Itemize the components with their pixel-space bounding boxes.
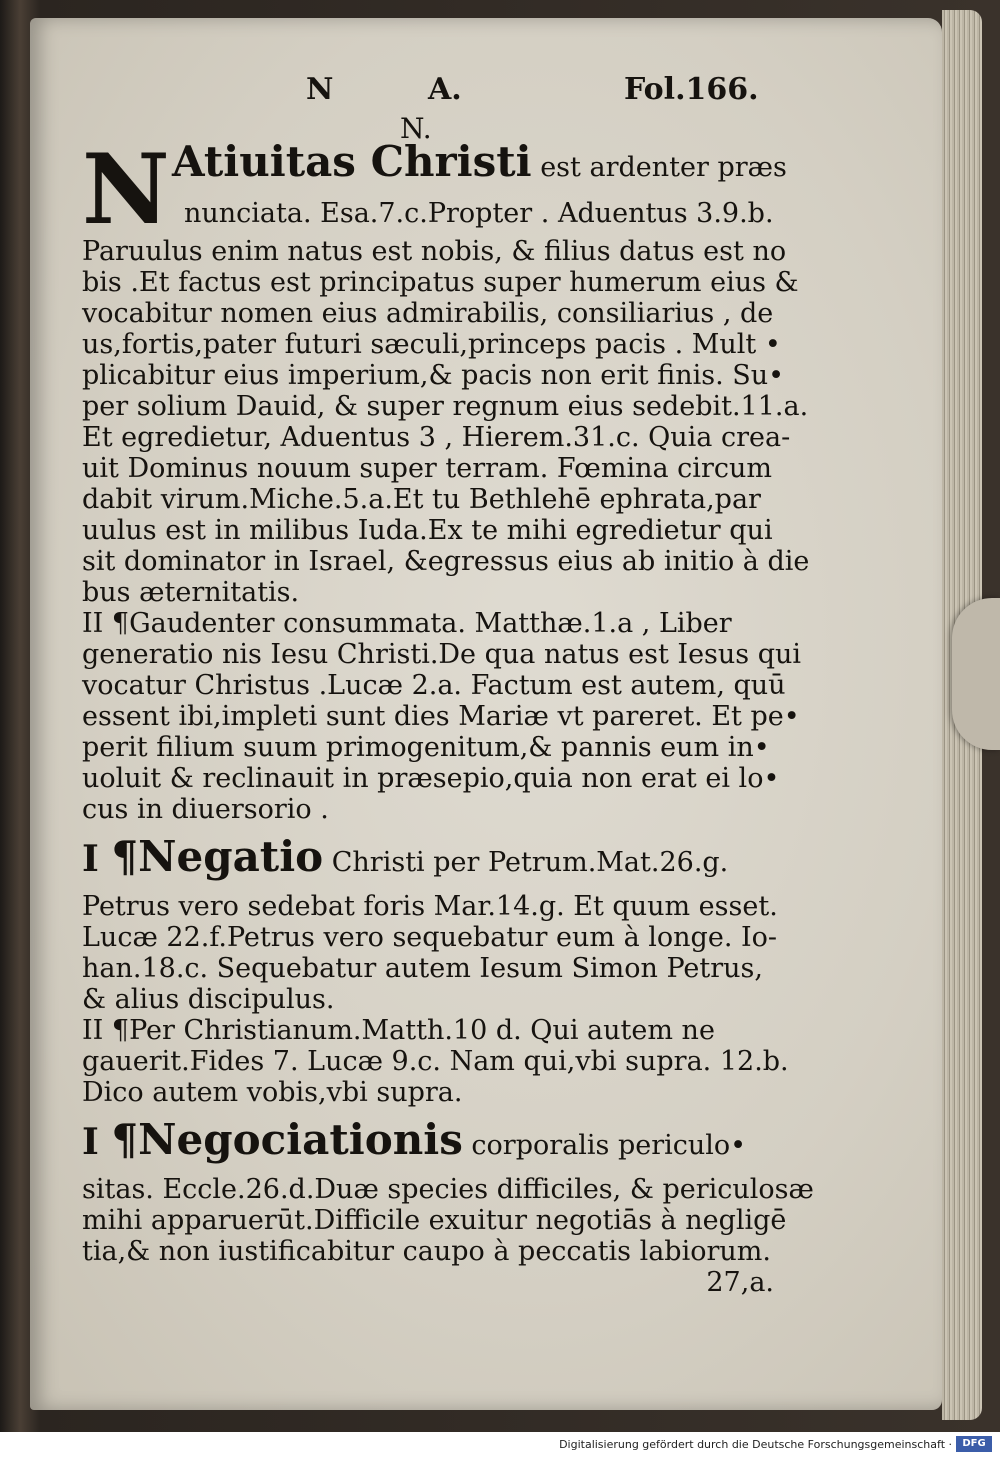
entry-title: ¶Negatio: [111, 832, 324, 881]
text-line: vocatur Christus .Lucæ 2.a. Factum est autem, quū: [82, 670, 786, 701]
entry-heading-rest: Christi per Petrum.Mat.26.g.: [323, 847, 729, 878]
entry-heading-rest: corporalis periculo•: [462, 1130, 747, 1161]
text-line: essent ibi,impleti sunt dies Mariæ vt pareret. Et pe•: [82, 701, 800, 732]
drop-initial: N: [82, 133, 170, 246]
header-left: N: [306, 72, 334, 107]
text-line: bis .Et factus est principatus super humerum eius &: [82, 267, 799, 298]
text-line: Lucæ 22.f.Petrus vero sequebatur eum à longe. Io-: [82, 922, 778, 953]
text-line: Dico autem vobis,vbi supra.: [82, 1077, 463, 1108]
entry-nativitas-opening: [82, 133, 787, 246]
header-center: A.: [428, 72, 462, 107]
entry-first-line: [172, 137, 787, 186]
folio-number: Fol.166.: [624, 72, 759, 107]
entry-nativitas-body: [82, 236, 810, 825]
catchword: 27,a.: [706, 1267, 774, 1298]
text-line: sitas. Eccle.26.d.Duæ species difficiles, & periculosæ: [82, 1174, 814, 1205]
text-line: us,fortis,pater futuri sæculi,princeps pacis . Mult •: [82, 329, 781, 360]
text-line: uit Dominus nouum super terram. Fœmina circum: [82, 453, 772, 484]
entry-second-line: nunciata. Esa.7.c.Propter . Aduentus 3.9.b.: [184, 198, 774, 229]
text-line: dabit virum.Miche.5.a.Et tu Bethlehē ephrata,par: [82, 484, 761, 515]
text-line: Paruulus enim natus est nobis, & filius datus est no: [82, 236, 787, 267]
entry-negociationis-heading: [82, 1112, 782, 1174]
text-line: tia,& non iustificabitur caupo à peccatis labiorum.: [82, 1236, 771, 1267]
text-line: & alius discipulus.: [82, 984, 335, 1015]
text-line: II ¶Per Christianum.Matth.10 d. Qui autem ne: [82, 1015, 715, 1046]
text-line: uulus est in milibus Iuda.Ex te mihi egredietur qui: [82, 515, 773, 546]
text-line: generatio nis Iesu Christi.De qua natus est Iesus qui: [82, 639, 802, 670]
page-text: [82, 72, 814, 1298]
text-line: Petrus vero sedebat foris Mar.14.g. Et quum esset.: [82, 891, 778, 922]
entry-numeral: I: [82, 1121, 112, 1163]
text-line: II ¶Gaudenter consummata. Matthæ.1.a , Liber: [82, 608, 732, 639]
text-line: bus æternitatis.: [82, 577, 300, 608]
text-line: Et egredietur, Aduentus 3 , Hierem.31.c. Quia crea-: [82, 422, 791, 453]
running-header: [82, 72, 782, 112]
text-line: uoluit & reclinauit in præsepio,quia non erat ei lo•: [82, 763, 780, 794]
entry-first-line-rest: est ardenter præs: [531, 152, 787, 183]
digitization-footer: [0, 1432, 1000, 1457]
text-line: perit filium suum primogenitum,& pannis eum in•: [82, 732, 770, 763]
entry-negatio-body: [82, 891, 789, 1108]
text-line: cus in diuersorio .: [82, 794, 329, 825]
text-line: vocabitur nomen eius admirabilis, consiliarius , de: [82, 298, 774, 329]
entry-title: ¶Negociationis: [111, 1115, 463, 1164]
text-line: mihi apparuerūt.Difficile exuitur negotiās à negligē: [82, 1205, 787, 1236]
text-line: sit dominator in Israel, &egressus eius ab initio à die: [82, 546, 810, 577]
entry-negociationis-body: [82, 1174, 814, 1298]
text-line: gauerit.Fides 7. Lucæ 9.c. Nam qui,vbi supra. 12.b.: [82, 1046, 789, 1077]
text-line: han.18.c. Sequebatur autem Iesum Simon Petrus,: [82, 953, 763, 984]
text-line: plicabitur eius imperium,& pacis non erit finis. Su•: [82, 360, 785, 391]
footer-credit: Digitalisierung gefördert durch die Deutsche Forschungsgemeinschaft ·: [559, 1438, 952, 1451]
book-clasp: [952, 598, 1000, 750]
entry-title: Atiuitas Christi: [172, 137, 532, 186]
section-letter: N.: [400, 112, 432, 145]
dfg-logo: DFG: [956, 1436, 992, 1452]
entry-numeral: I: [82, 838, 112, 880]
text-line: per solium Dauid, & super regnum eius sedebit.11.a.: [82, 391, 809, 422]
entry-negatio-heading: [82, 829, 782, 891]
